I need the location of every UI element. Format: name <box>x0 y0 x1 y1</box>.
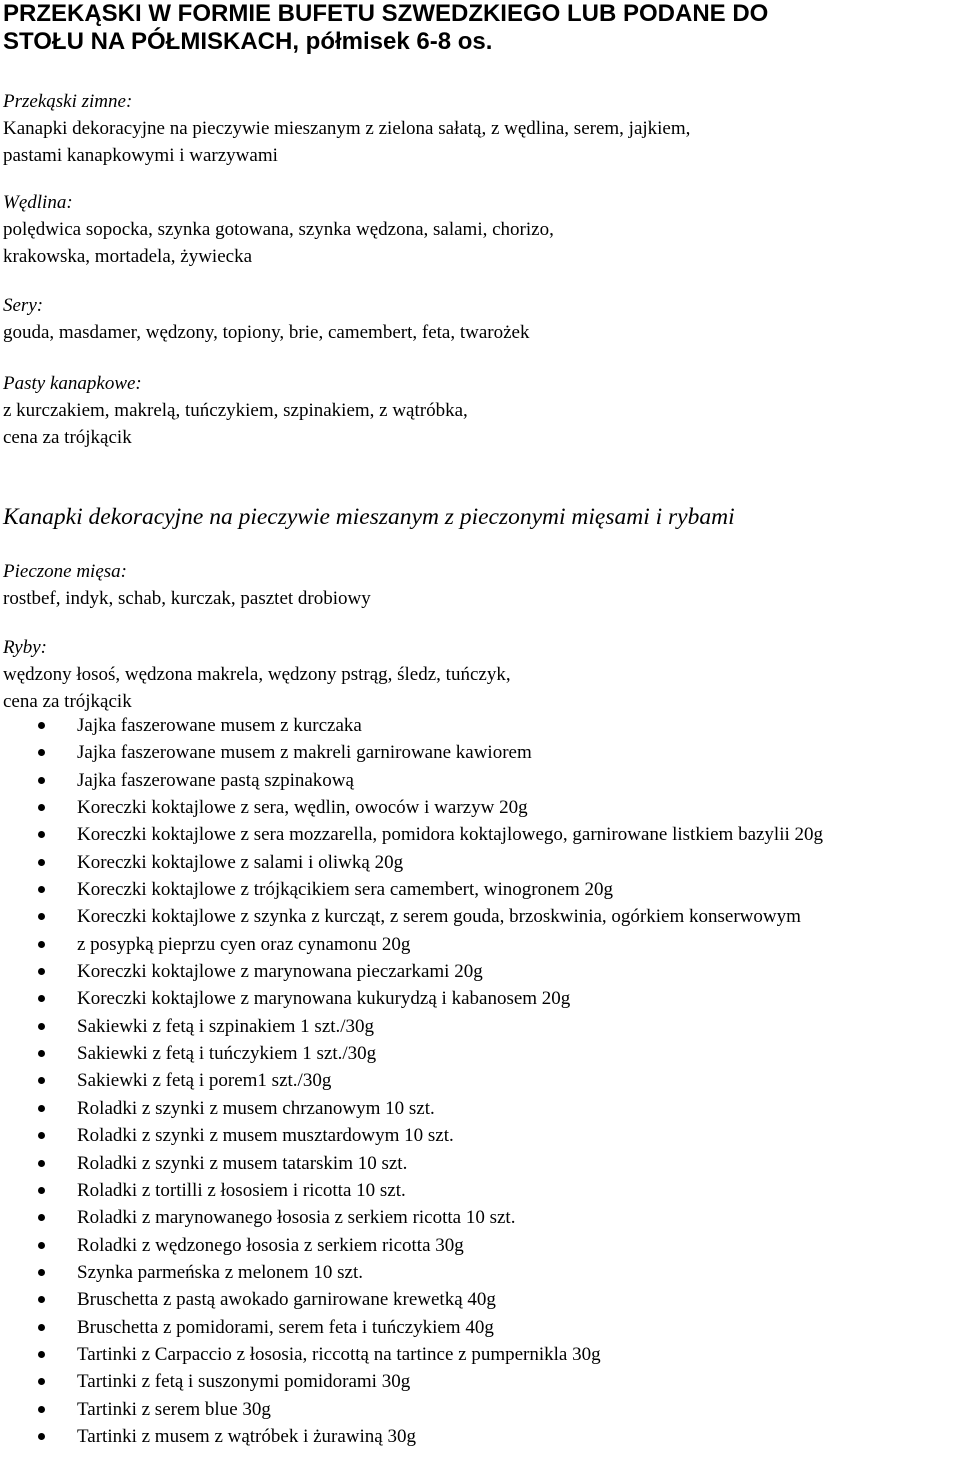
list-item-label: Tartinki z musem z wątróbek i żurawiną 30g <box>77 1425 416 1447</box>
list-item-label: Jajka faszerowane pastą szpinakową <box>77 769 354 791</box>
bullet-icon <box>38 1324 45 1331</box>
bullet-icon <box>38 913 45 920</box>
list-item <box>3 1122 960 1149</box>
bullet-icon <box>38 859 45 866</box>
bullet-icon <box>38 777 45 784</box>
list-item <box>3 1177 960 1204</box>
list-item <box>3 767 960 794</box>
list-item-label: Roladki z szynki z musem chrzanowym 10 szt. <box>77 1097 435 1119</box>
sery-heading: Sery: <box>3 295 44 316</box>
ryby-text: wędzony łosoś, wędzona makrela, wędzony pstrąg, śledz, tuńczyk, <box>3 664 511 685</box>
bullet-icon <box>38 1077 45 1084</box>
list-item <box>3 739 960 766</box>
bullet-icon <box>38 722 45 729</box>
list-item <box>3 1040 960 1067</box>
list-item-label: z posypką pieprzu cyen oraz cynamonu 20g <box>77 933 411 955</box>
bullet-icon <box>38 1433 45 1440</box>
list-item-label: Bruschetta z pomidorami, serem feta i tuńczykiem 40g <box>77 1316 494 1338</box>
bullet-icon <box>38 1214 45 1221</box>
bullet-icon <box>38 1351 45 1358</box>
list-item-label: Tartinki z serem blue 30g <box>77 1398 271 1420</box>
bullet-icon <box>38 749 45 756</box>
list-item <box>3 1204 960 1231</box>
wedlina-heading: Wędlina: <box>3 192 73 213</box>
list-item-label: Bruschetta z pastą awokado garnirowane krewetką 40g <box>77 1289 496 1311</box>
sery-section <box>3 292 529 346</box>
bullet-icon <box>38 1160 45 1167</box>
item-list <box>3 712 960 1450</box>
list-item <box>3 958 960 985</box>
bullet-icon <box>38 831 45 838</box>
list-item <box>3 985 960 1012</box>
bullet-icon <box>38 1296 45 1303</box>
bullet-icon <box>38 804 45 811</box>
wedlina-text-line-1: polędwica sopocka, szynka gotowana, szynka wędzona, salami, chorizo, <box>3 219 554 240</box>
bullet-icon <box>38 1105 45 1112</box>
pasty-text: z kurczakiem, makrelą, tuńczykiem, szpinakiem, z wątróbka, <box>3 400 468 421</box>
list-item <box>3 1314 960 1341</box>
list-item <box>3 1341 960 1368</box>
list-item-label: Sakiewki z fetą i tuńczykiem 1 szt./30g <box>77 1043 377 1065</box>
list-item-label: Tartinki z Carpaccio z łososia, riccottą na tartince z pumpernikla 30g <box>77 1343 601 1365</box>
list-item-label: Szynka parmeńska z melonem 10 szt. <box>77 1261 363 1283</box>
bullet-icon <box>38 1050 45 1057</box>
list-item <box>3 1150 960 1177</box>
bullet-icon <box>38 1242 45 1249</box>
miesa-text: rostbef, indyk, schab, kurczak, pasztet drobiowy <box>3 588 371 609</box>
list-item <box>3 931 960 958</box>
list-item-label: Roladki z szynki z musem musztardowym 10 szt. <box>77 1125 454 1147</box>
sery-text: gouda, masdamer, wędzony, topiony, brie, camembert, feta, twarożek <box>3 322 530 343</box>
ryby-section <box>3 634 511 715</box>
cold-heading: Przekąski zimne: <box>3 91 133 112</box>
bullet-icon <box>38 1269 45 1276</box>
list-item-label: Koreczki koktajlowe z szynka z kurcząt, z serem gouda, brzoskwinia, ogórkiem konserwowym <box>77 906 801 928</box>
miesa-heading: Pieczone mięsa: <box>3 561 127 582</box>
list-item <box>3 876 960 903</box>
pasty-heading: Pasty kanapkowe: <box>3 373 142 394</box>
list-item-label: Roladki z wędzonego łososia z serkiem ricotta 30g <box>77 1234 464 1256</box>
title-line-2: STOŁU NA PÓŁMISKACH, półmisek 6-8 os. <box>3 28 493 55</box>
list-item-label: Roladki z marynowanego łososia z serkiem ricotta 10 szt. <box>77 1207 516 1229</box>
pasty-price: cena za trójkącik <box>3 427 132 448</box>
bullet-icon <box>38 886 45 893</box>
list-item <box>3 794 960 821</box>
page-title <box>3 0 768 56</box>
list-item-label: Koreczki koktajlowe z sera, wędlin, owoców i warzyw 20g <box>77 797 528 819</box>
list-item-label: Tartinki z fetą i suszonymi pomidorami 30g <box>77 1371 411 1393</box>
cold-section <box>3 88 690 169</box>
cold-text-line-1: Kanapki dekoracyjne na pieczywie mieszanym z zielona sałatą, z wędlina, serem, jajkiem, <box>3 118 691 139</box>
list-item-label: Koreczki koktajlowe z marynowana kukurydzą i kabanosem 20g <box>77 988 571 1010</box>
bullet-icon <box>38 941 45 948</box>
title-line-1: PRZEKĄSKI W FORMIE BUFETU SZWEDZKIEGO LUB PODANE DO <box>3 0 769 27</box>
bullet-icon <box>38 1132 45 1139</box>
list-item <box>3 712 960 739</box>
list-item <box>3 1095 960 1122</box>
list-item <box>3 1259 960 1286</box>
bullet-icon <box>38 1023 45 1030</box>
pasty-section <box>3 370 468 451</box>
miesa-section <box>3 558 371 612</box>
ryby-price: cena za trójkącik <box>3 691 132 712</box>
list-item <box>3 1013 960 1040</box>
list-item-label: Roladki z szynki z musem tatarskim 10 szt. <box>77 1152 408 1174</box>
list-item-label: Koreczki koktajlowe z salami i oliwką 20g <box>77 851 404 873</box>
list-item <box>3 1423 960 1450</box>
list-item-label: Jajka faszerowane musem z kurczaka <box>77 715 362 736</box>
list-item <box>3 821 960 848</box>
list-item-label: Sakiewki z fetą i szpinakiem 1 szt./30g <box>77 1015 375 1037</box>
wedlina-section <box>3 189 554 270</box>
list-item-label: Koreczki koktajlowe z sera mozzarella, pomidora koktajlowego, garnirowane listkiem bazylii 20g <box>77 824 824 846</box>
list-item <box>3 1396 960 1423</box>
bullet-icon <box>38 968 45 975</box>
bullet-icon <box>38 1187 45 1194</box>
list-item-label: Jajka faszerowane musem z makreli garnirowane kawiorem <box>77 742 532 764</box>
bullet-icon <box>38 995 45 1002</box>
list-item-label: Koreczki koktajlowe z trójkącikiem sera camembert, winogronem 20g <box>77 879 614 901</box>
list-item <box>3 1368 960 1395</box>
bullet-icon <box>38 1406 45 1413</box>
bullet-icon <box>38 1378 45 1385</box>
list-item <box>3 903 960 930</box>
list-item-label: Sakiewki z fetą i porem1 szt./30g <box>77 1070 332 1092</box>
list-item <box>3 1286 960 1313</box>
wedlina-text-line-2: krakowska, mortadela, żywiecka <box>3 246 253 267</box>
kanapki-heading: Kanapki dekoracyjne na pieczywie mieszanym z pieczonymi mięsami i rybami <box>3 504 735 530</box>
list-item <box>3 1067 960 1094</box>
list-item <box>3 849 960 876</box>
list-item <box>3 1232 960 1259</box>
list-item-label: Roladki z tortilli z łososiem i ricotta 10 szt. <box>77 1179 406 1201</box>
list-item-label: Koreczki koktajlowe z marynowana pieczarkami 20g <box>77 961 483 983</box>
ryby-heading: Ryby: <box>3 637 47 658</box>
cold-text-line-2: pastami kanapkowymi i warzywami <box>3 145 278 166</box>
